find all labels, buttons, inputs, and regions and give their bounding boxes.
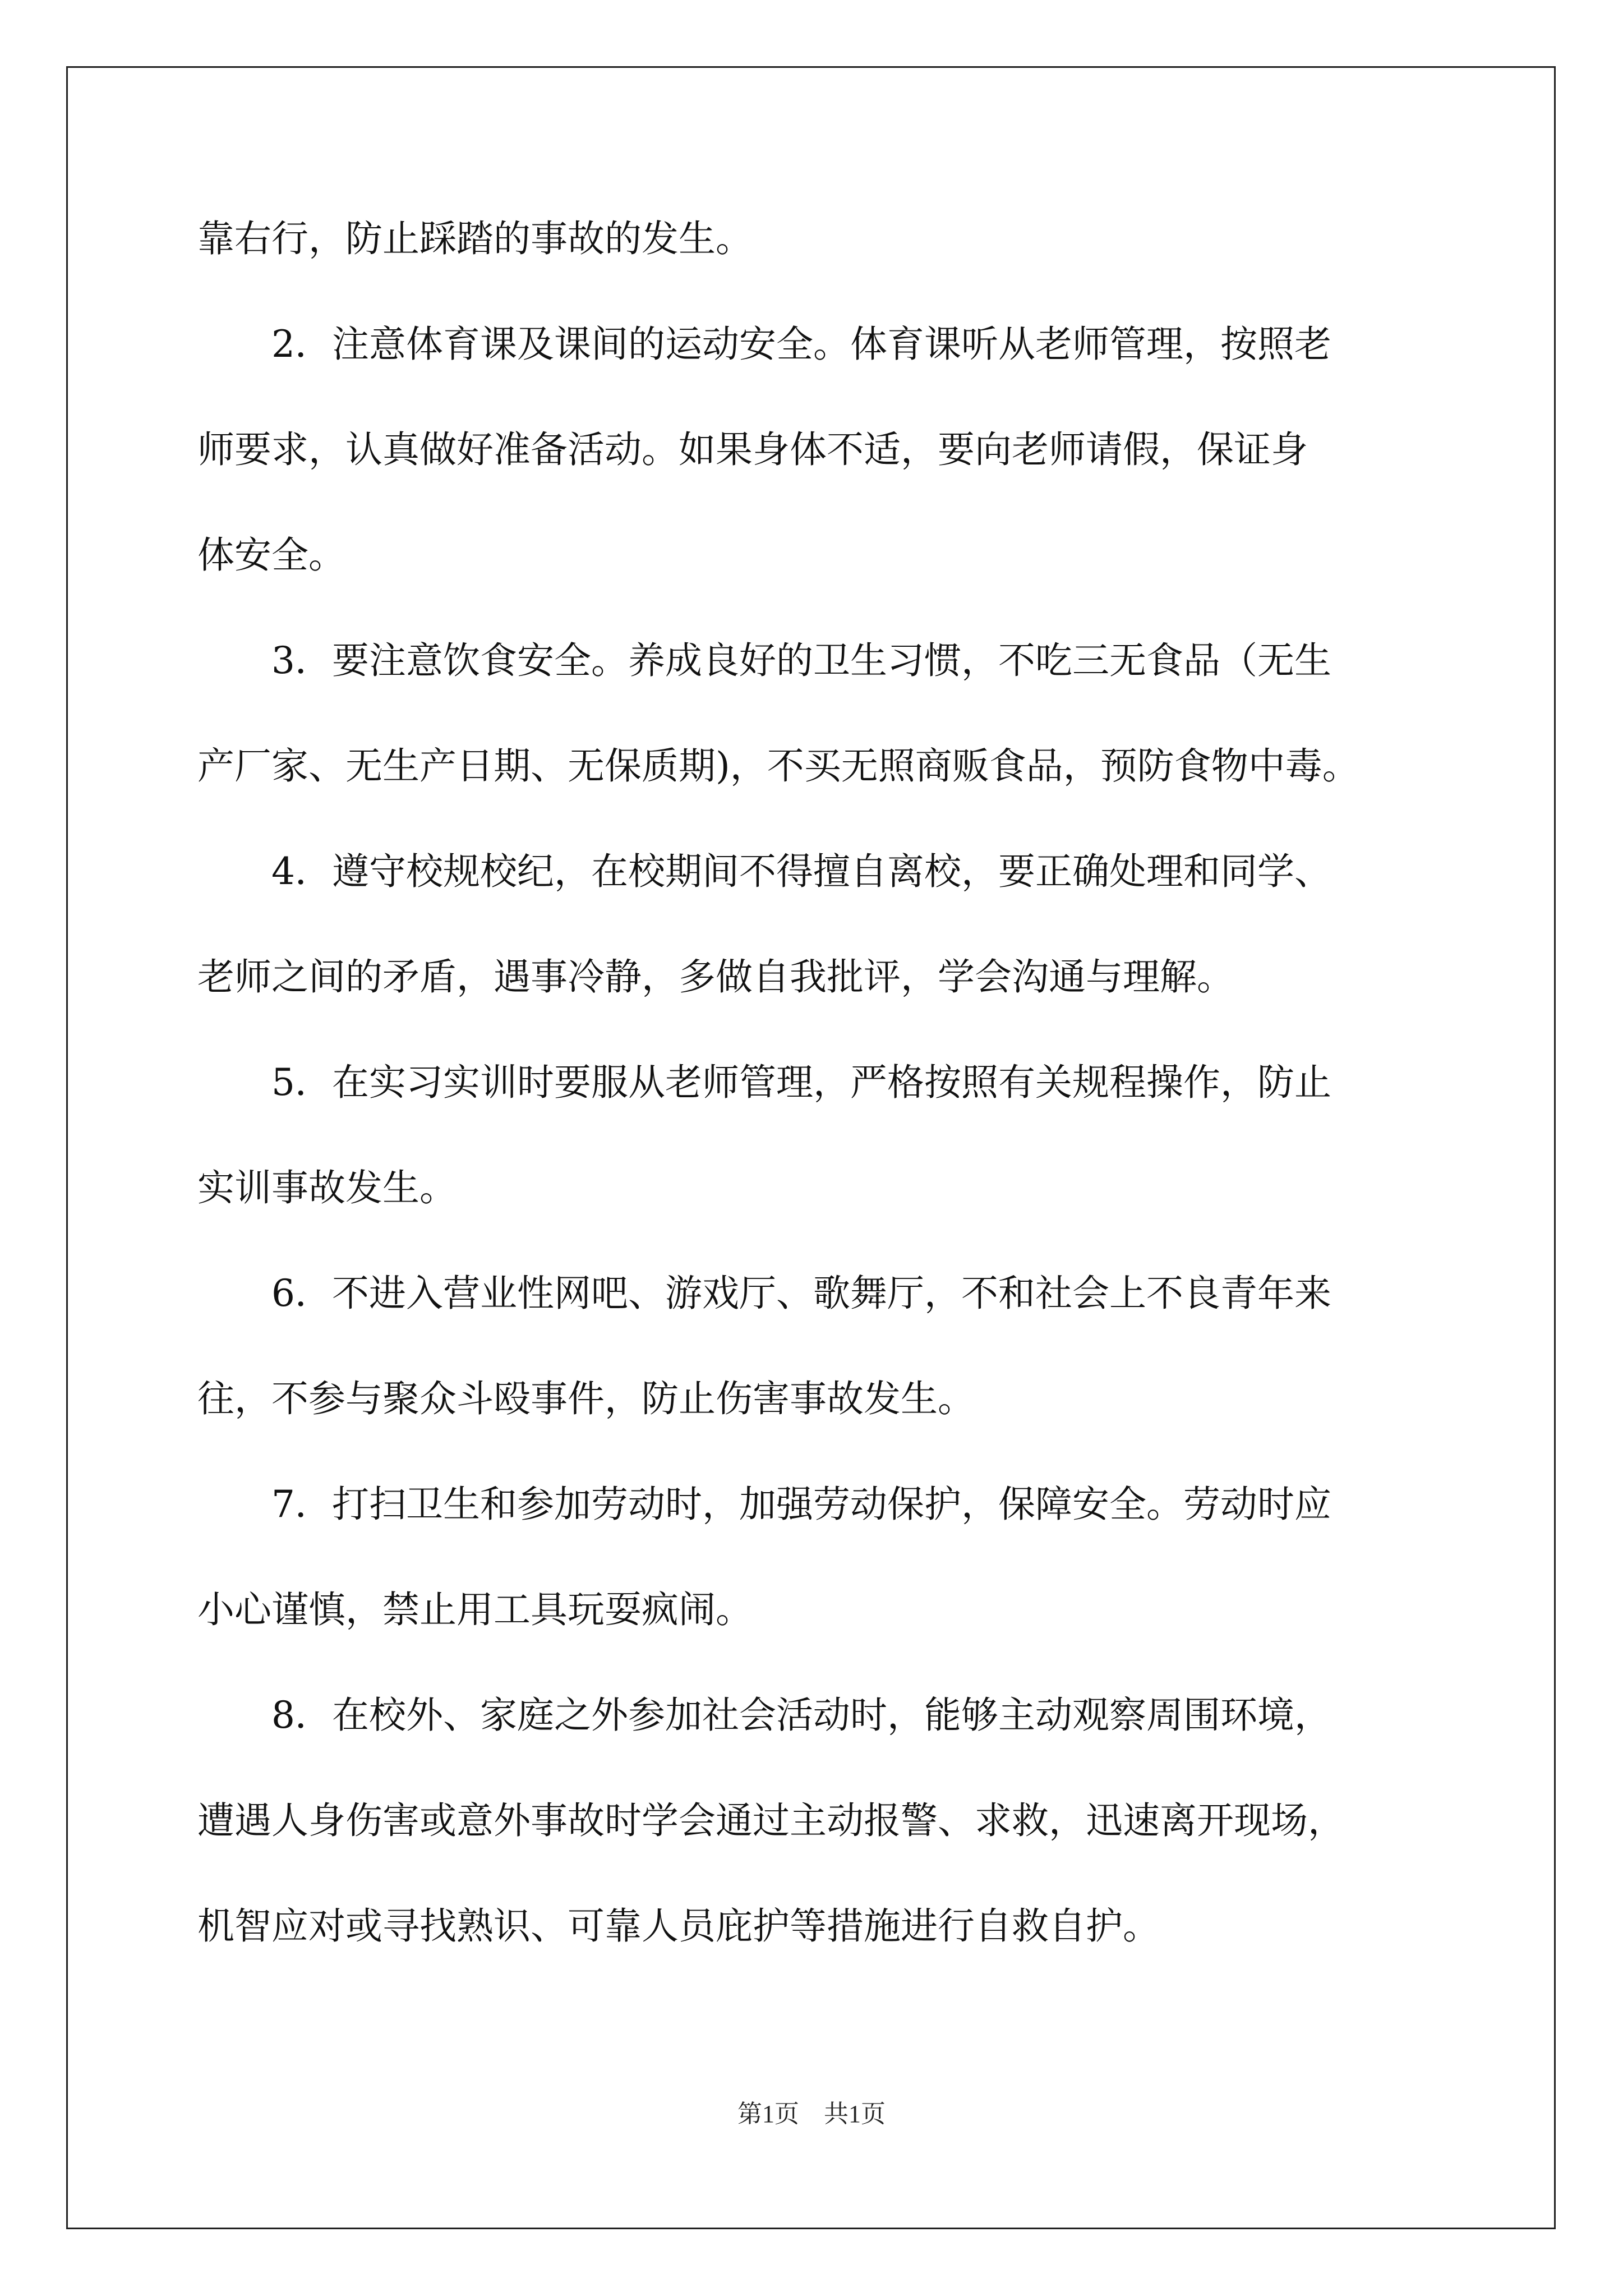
paragraph-3-line-1: 3．要注意饮食安全。养成良好的卫生习惯，不吃三无食品（无生 <box>271 639 1331 682</box>
paragraph-8-line-1: 8．在校外、家庭之外参加社会活动时，能够主动观察周围环境， <box>271 1694 1331 1737</box>
paragraph-2-line-1: 2．注意体育课及课间的运动安全。体育课听从老师管理，按照老 <box>271 323 1331 366</box>
paragraph-2-line-2: 师要求，认真做好准备活动。如果身体不适，要向老师请假，保证身 <box>197 428 1308 471</box>
paragraph-7-line-2: 小心谨慎，禁止用工具玩耍疯闹。 <box>197 1588 753 1631</box>
paragraph-5-line-2: 实训事故发生。 <box>197 1166 457 1209</box>
paragraph-7-line-1: 7．打扫卫生和参加劳动时，加强劳动保护，保障安全。劳动时应 <box>271 1483 1331 1526</box>
paragraph-8-line-3: 机智应对或寻找熟识、可靠人员庇护等措施进行自救自护。 <box>197 1904 1160 1948</box>
page-footer <box>0 2099 1623 2129</box>
paragraph-5-line-1: 5．在实习实训时要服从老师管理，严格按照有关规程操作，防止 <box>271 1061 1331 1104</box>
paragraph-4-line-1: 4．遵守校规校纪，在校期间不得擅自离校，要正确处理和同学、 <box>271 850 1331 893</box>
page-number: 第1页 <box>737 2100 799 2128</box>
paragraph-6-line-1: 6．不进入营业性网吧、游戏厅、歌舞厅，不和社会上不良青年来 <box>271 1272 1331 1315</box>
paragraph-4-line-2: 老师之间的矛盾，遇事冷静，多做自我批评，学会沟通与理解。 <box>197 955 1234 999</box>
paragraph-2-line-3: 体安全。 <box>197 533 345 577</box>
paragraph-6-line-2: 往，不参与聚众斗殴事件，防止伤害事故发生。 <box>197 1377 975 1420</box>
paragraph-1-line-1: 靠右行，防止踩踏的事故的发生。 <box>197 217 753 260</box>
paragraph-8-line-2: 遭遇人身伤害或意外事故时学会通过主动报警、求救，迅速离开现场， <box>197 1799 1345 1842</box>
page-total: 共1页 <box>824 2100 886 2128</box>
paragraph-3-line-2: 产厂家、无生产日期、无保质期)，不买无照商贩食品，预防食物中毒。 <box>197 744 1359 788</box>
